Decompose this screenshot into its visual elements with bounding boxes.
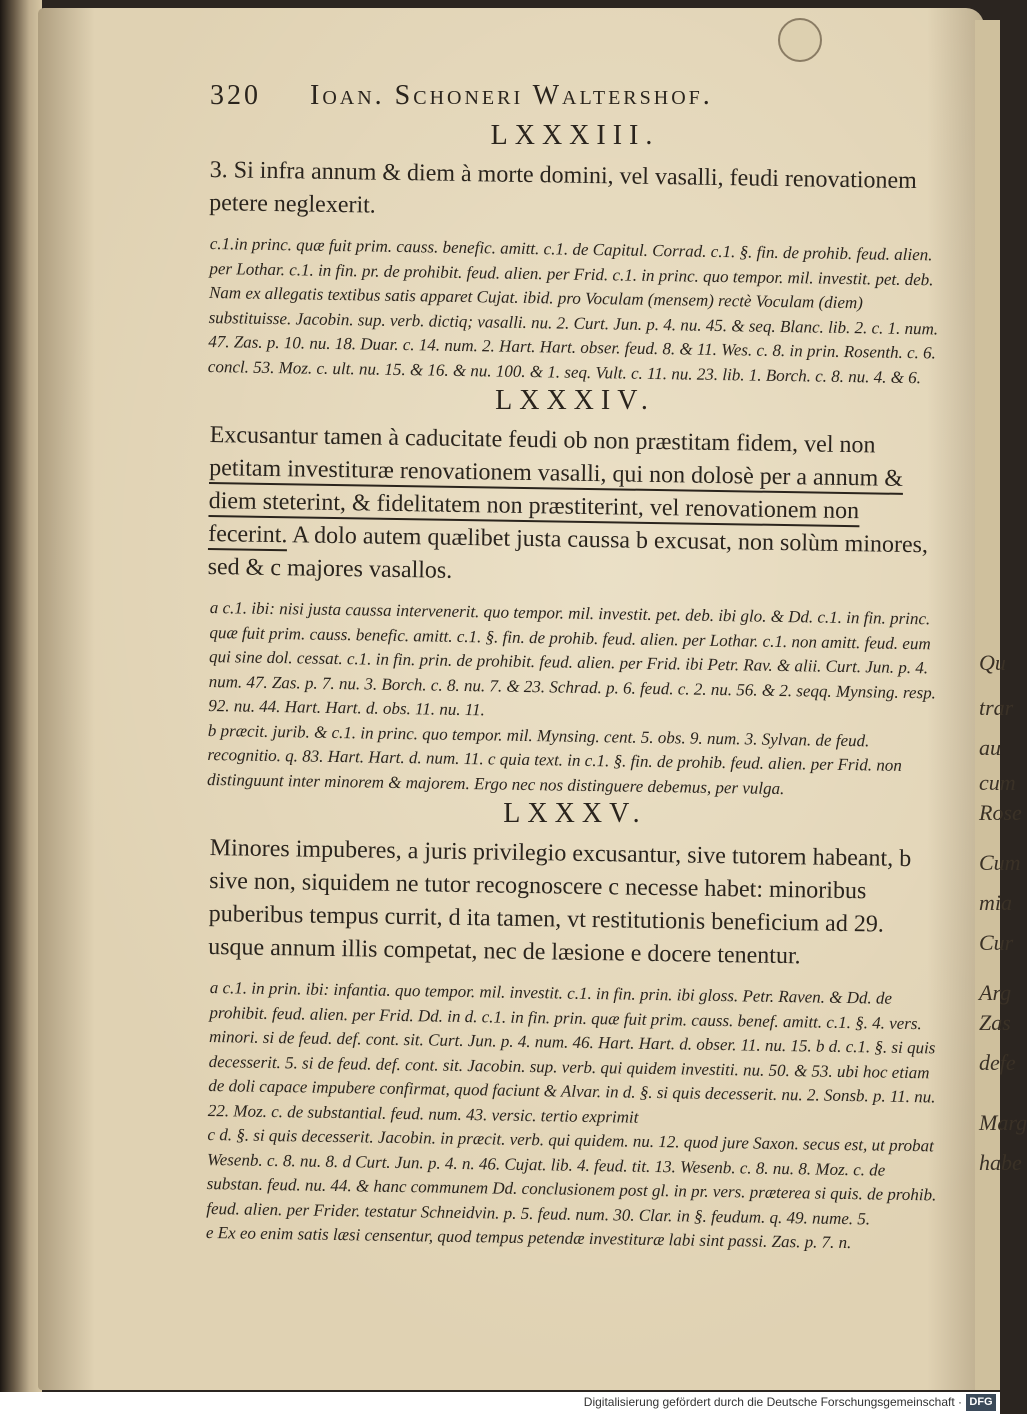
facing-page-fragment: habe [979, 1150, 1022, 1175]
footer-credit: Digitalisierung gefördert durch die Deutsche Forschungsgemeinschaft · [583, 1395, 962, 1409]
facing-page-fragment: mia [979, 890, 1012, 915]
section-number: LXXXV. [503, 798, 647, 829]
note-paragraph: a c.1. ibi: nisi justa caussa intervenerit. quo tempor. mil. investit. pet. deb. ibi glo. & Dd. c.1. in fin. princ. quæ fuit prim. causs. benefic. amitt. c.1. §. fin. de prohib. feud. alien. per Lothar. c.1. non amitt. feud. eum qui sine dol. cessat. c.1. in fin. prin. de prohibit. feud. alien. per Frid. ibi Petr. Rav. & alii. Curt. Jun. p. 4. num. 47. Zas. p. 7. nu. 3. Borch. c. 8. nu. 7. & 23. Schrad. p. 6. feud. c. 2. nu. 56. & 2. seqq. Mynsing. resp. 92. nu. 44. Hart. Hart. d. obs. 11. nu. 11. [208, 597, 937, 720]
note-paragraph: e Ex eo enim satis læsi censentur, quod tempus petendæ investituræ labi sint passi. Zas. p. 7. n. [205, 1222, 852, 1253]
section-text: 3. Si infra annum & diem à morte domini, vel vasalli, feudi renovationem petere neglexerit. [209, 156, 918, 219]
section-notes [208, 232, 940, 390]
facing-page-fragment: Zas [979, 1010, 1011, 1035]
note-paragraph: b præcit. jurib. & c.1. in princ. quo tempor. mil. Mynsing. cent. 5. obs. 9. num. 3. Sylvan. de feud. recognitio. q. 83. Hart. Hart. d. num. 11. c quia text. in c.1. §. fin. de prohib. feud. alien. per Frid. non distinguunt inter minorem & majorem. Ergo nec nos distinguere debemus, per vulga. [206, 720, 902, 798]
section-text: Minores impuberes, a juris privilegio excusantur, sive tutorem habeant, b sive non, siquidem ne tutor recognoscere c necesse habet: minoribus puberibus tempus currit, d ita tamen, vt restitutionis beneficium ad 29. usque annum illis competat, nec de læsione e docere tenentur. [207, 834, 912, 970]
underlined-text: petitam investituræ renovationem vasalli, qui non dolosè per a annum & diem steterint, & fidelitatem non præstiterint, vel renovationem non fecerint. [208, 455, 903, 551]
facing-page-fragment: cum [979, 770, 1016, 795]
dfg-logo: DFG [966, 1394, 996, 1411]
section-text [207, 419, 940, 595]
page-corner-mark [778, 18, 822, 62]
running-head-title: Ioan. Schoneri Waltershof. [310, 80, 713, 111]
facing-page-fragment: Qu [979, 650, 1006, 675]
page-content [205, 80, 940, 1253]
book-edge [0, 0, 42, 1392]
section-number: LXXXIII. [490, 120, 660, 151]
facing-page-fragment: au [979, 735, 1001, 760]
facing-page-fragment: Marg [979, 1110, 1027, 1135]
note-paragraph: c.1.in princ. quæ fuit prim. causs. benefic. amitt. c.1. de Capitul. Corrad. c.1. §. fin. de prohib. feud. alien. per Lothar. c.1. in fin. pr. de prohibit. feud. alien. per Frid. c.1. in princ. quo tempor. mil. investit. pet. deb. Nam ex allegatis textibus satis apparet Cujat. ibid. pro Voculam (mensem) rectè Voculam (diem) substituisse. Jacobin. sup. verb. dictiq; vasalli. nu. 2. Curt. Jun. p. 4. nu. 45. & seq. Blanc. lib. 2. c. 1. num. 47. Zas. p. 10. nu. 18. Duar. c. 14. num. 2. Hart. Hart. obser. feud. 8. & 11. Wes. c. 8. in prin. Rosenth. c. 6. concl. 53. Moz. c. ult. nu. 15. & 16. & nu. 100. & 1. seq. Vult. c. 11. nu. 23. lib. 1. Borch. c. 8. nu. 4. & 6. [207, 233, 939, 387]
section-text-part: A dolo autem quælibet justa caussa b excusat, non solùm minores, sed & c majores vasallos. [207, 522, 929, 584]
section-text-part: Excusantur tamen à caducitate feudi ob non præstitam fidem, vel non [209, 421, 876, 459]
note-paragraph: c d. §. si quis decesserit. Jacobin. in præcit. verb. qui quidem. nu. 12. quod jure Saxon. secus est, ut probat Wesenb. c. 8. nu. 8. d Curt. Jun. p. 4. n. 46. Cujat. lib. 4. feud. tit. 13. Wesenb. c. 8. nu. 8. Moz. c. de substan. feud. nu. 44. & hanc communem Dd. conclusionem post gl. in pr. vers. præterea si quis. de prohib. feud. alien. per Frider. testatur Schneidvin. p. 5. feud. num. 30. Clar. in §. feudum. q. 49. nume. 5. [206, 1124, 937, 1228]
facing-page-fragment: Rose [979, 800, 1022, 825]
section-notes [206, 976, 940, 1257]
section-number: LXXXIV. [495, 385, 655, 416]
facing-page-fragment: Cum [979, 850, 1021, 875]
facing-page-fragment: trar [979, 695, 1014, 720]
section-notes [207, 596, 940, 803]
footer-bar [0, 1392, 1000, 1414]
page-number: 320 [210, 80, 261, 111]
next-page-edge [975, 20, 1027, 1390]
facing-page-fragment: defe [979, 1050, 1016, 1075]
note-paragraph: a c.1. in prin. ibi: infantia. quo tempor. mil. investit. c.1. in fin. prin. ibi gloss. Petr. Raven. & Dd. de prohibit. feud. alien. per Frid. Dd. in d. c.1. in fin. prin. quæ fuit prim. causs. benef. amitt. c.1. §. 4. vers. minori. si de feud. def. cont. sit. Curt. Jun. p. 4. num. 46. Hart. Hart. d. obser. 11. nu. 15. b d. c.1. §. si quis decesserit. 5. si de feud. def. cont. sit. Jacobin. sup. verb. qui quidem investiti. nu. 50. & 53. ubi hoc etiam de doli capace impubere confirmat, quod faciunt & Alvar. in d. §. si quis decesserit. nu. 2. Sonsb. p. 11. nu. 22. Moz. c. de substantial. feud. num. 43. versic. tertio exprimit [207, 977, 936, 1127]
facing-page-fragment: Arg [979, 980, 1012, 1005]
facing-page-fragment: Cur [979, 930, 1014, 955]
running-head [210, 80, 940, 120]
